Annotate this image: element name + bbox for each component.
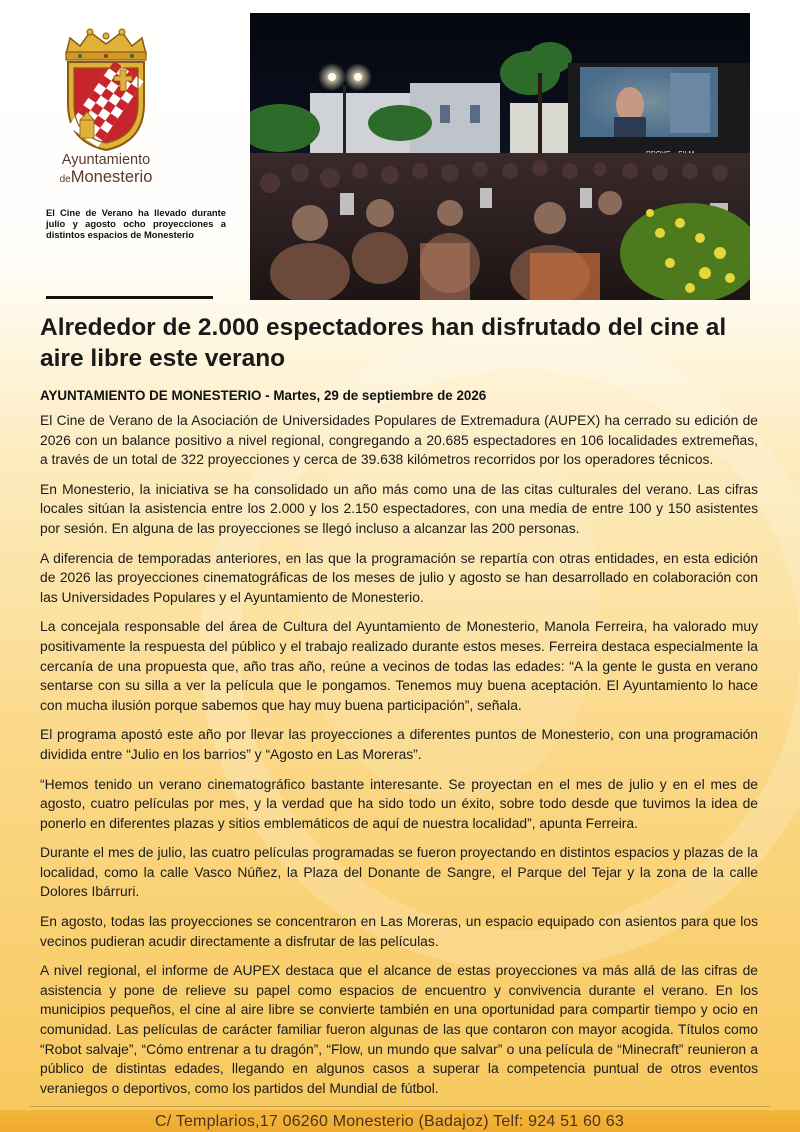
article-paragraph: En Monesterio, la iniciativa se ha consolidado un año más como una de las citas culturales del verano. Las cifras locales sitúan la asistencia entre los 2.000 y los 2.150 espectadores, con una media de entre 100 y 150 asistentes por sesión. En alguna de las proyecciones se llegó incluso a alcanzar las 200 personas. [40, 480, 758, 536]
footer-divider [30, 1106, 770, 1107]
article-headline: Alrededor de 2.000 espectadores han disfrutado del cine al aire libre este verano [40, 314, 727, 372]
article-paragraph: “Hemos tenido un verano cinematográfico bastante interesante. Se proyectan en el mes de julio y en el mes de agosto, cuatro películas por mes, y la verdad que ha sido todo un éxito, sobre todo desde que tuvimos la idea de ponerlo en diferentes plazas y sitios emblemáticos de aquí de nuestra localidad”, apunta Ferreira. [40, 775, 758, 831]
article-paragraph: El Cine de Verano de la Asociación de Universidades Populares de Extremadura (AUPEX) ha cerrado su edición de 2026 con un balance positivo a nivel regional, congregando a 20.685 espectadores en 106 localidades extremeñas, a través de un total de 322 proyecciones y cerca de 39.638 kilómetros recorridos por los operadores técnicos. [40, 412, 758, 468]
photo-caption: El Cine de Verano ha llevado durante julio y agosto ocho proyecciones a distintos espacios de Monesterio [46, 207, 226, 240]
organization-name-prefix: de [59, 174, 71, 185]
coat-of-arms-icon [58, 24, 154, 154]
article-paragraph: A diferencia de temporadas anteriores, en las que la programación se repartía con otras entidades, en esta edición de 2026 las proyecciones cinematográficas de los meses de julio y agosto se han desarrollado en colaboración con las Universidades Populares y el Ayuntamiento de Monesterio. [40, 549, 758, 605]
article-body [40, 411, 758, 1108]
organization-name [40, 152, 172, 189]
organization-name-line2 [40, 168, 172, 189]
article-paragraph: El programa apostó este año por llevar las proyecciones a diferentes puntos de Monesterio, con una programación dividida entre “Julio en los barrios” y “Agosto en Las Moreras”. [40, 726, 758, 762]
footer-address: C/ Templarios,17 06260 Monesterio (Badajoz) Telf: 924 51 60 63 [155, 1113, 624, 1130]
caption-divider [46, 296, 213, 299]
organization-name-line1: Ayuntamiento [61, 152, 151, 168]
article-paragraph: Durante el mes de julio, las cuatro películas programadas se fueron proyectando en distintos espacios y plazas de la localidad, como la calle Vasco Núñez, la Plaza del Donante de Sangre, el Parque del Tejar y la zona de la calle Dolores Ibárruri. [40, 844, 758, 900]
organization-name-town: Monesterio [70, 168, 153, 186]
article-paragraph: A nivel regional, el informe de AUPEX destaca que el alcance de estas proyecciones va más allá de las cifras de asistencia y pone de relieve su papel como espacios de encuentro y convivencia durante el verano. En los municipios pequeños, el cine al aire libre se convierte también en una oportunidad para compartir tiempo y ocio en comunidad. Las películas de carácter familiar fueron algunas de las que contaron con mayor acogida. Títulos como “Robot salvaje”, “Cómo entrenar a tu dragón”, “Flow, un mundo que salvar” o una película de “Minecraft” reunieron a público de distintas edades, llegando en algunos casos a superar la competencia puntual de otros eventos veraniegos o deportivos, como los partidos del Mundial de fútbol. [40, 962, 758, 1096]
article-byline: AYUNTAMIENTO DE MONESTERIO - Martes, 29 de septiembre de 2026 [40, 388, 487, 403]
article-paragraph: La concejala responsable del área de Cultura del Ayuntamiento de Monesterio, Manola Ferreira, ha valorado muy positivamente la respuesta del público y el trabajo realizado durante estos meses. Ferreira destaca especialmente la cercanía de una propuesta que, año tras año, reúne a vecinos de todas las edades: “A la gente le gusta en verano sentarse con su silla a ver la película que le pongamos. Tenemos muy buena aceptación. El Ayuntamiento lo hace con mucha ilusión porque sabemos que hay muy buena participación”, señala. [40, 618, 758, 713]
article-paragraph: En agosto, todas las proyecciones se concentraron en Las Moreras, un espacio equipado con asientos para que los vecinos pudieran acudir directamente a disfrutar de las películas. [40, 913, 758, 949]
outdoor-cinema-photo [250, 13, 750, 300]
